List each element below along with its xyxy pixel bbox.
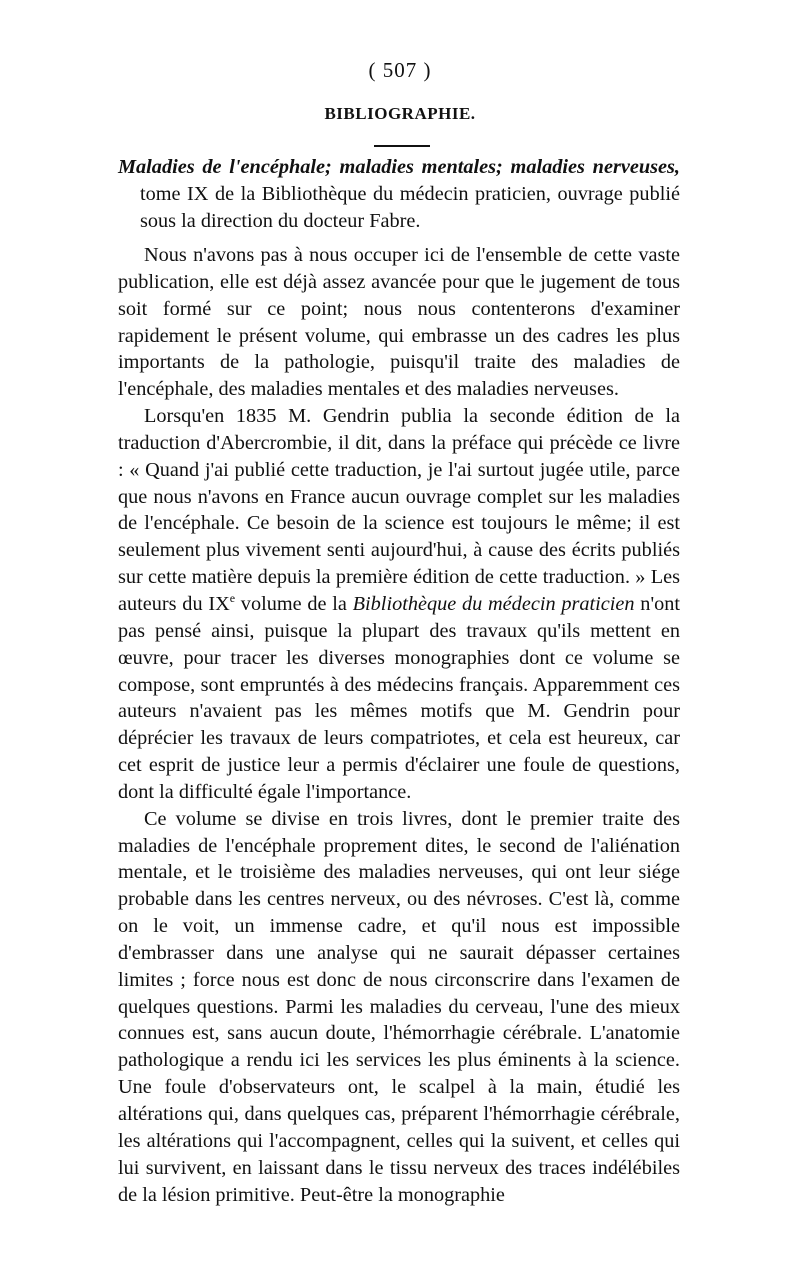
page-number: ( 507 ) <box>368 58 432 82</box>
section-title: BIBLIOGRAPHIE. <box>324 104 476 123</box>
paragraph-3: Ce volume se divise en trois livres, dont le premier traite des maladies de l'encéphale proprement dites, le second de l'aliénation mentale, et le troisième des maladies nerveuses, qui ont leur siége probable dans les centres nerveux, ou des névroses. C'est là, comme on le voit, un immense cadre, et qu'il nous est impossible d'embrasser dans une analyse qui ne saurait dépasser certaines limites ; force nous est donc de nous circonscrire dans l'examen de quelques questions. Parmi les maladies du cerveau, l'une des mieux connues est, sans aucun doute, l'hémorrhagie cérébrale. L'anatomie pathologique a rendu ici les services les plus éminents à la science. Une foule d'observateurs ont, le scalpel à la main, étudié les altérations qui, dans quelques cas, préparent l'hémorrhagie cérébrale, les altérations qui l'accompagnent, celles qui la suivent, et celles qui lui survivent, en laissant dans le tissu nerveux des traces indélébiles de la lésion primitive. Peut-être la monographie <box>118 807 680 1206</box>
paragraph-2-text-c: n'ont pas pensé ainsi, puisque la plupart des travaux qu'ils mettent en œuvre, pour tracer les diverses monographies dont ce volume se compose, sont empruntés à des médecins français. Apparemment ces auteurs n'avaient pas les mêmes motifs que M. Gendrin pour déprécier les travaux de leurs compatriotes, et cela est heureux, car cet esprit de justice leur a permis d'éclairer une foule de questions, dont la difficulté égale l'importance. <box>118 592 681 803</box>
article-body <box>118 242 680 1208</box>
book-title: Bibliothèque du médecin praticien <box>352 592 635 615</box>
paragraph-2 <box>118 403 680 806</box>
paragraph-1: Nous n'avons pas à nous occuper ici de l'ensemble de cette vaste publication, elle est déjà assez avancée pour que le jugement de tous soit formé sur ce point; nous nous contenterons d'examiner rapidement le présent volume, qui embrasse un des cadres les plus importants de la pathologie, puisqu'il traite des maladies de l'encéphale, des maladies mentales et des maladies nerveuses. <box>118 244 680 401</box>
bibliography-entry <box>118 154 680 234</box>
paragraph-2-text-a: Lorsqu'en 1835 M. Gendrin publia la seconde édition de la traduction d'Abercrombie, il dit, dans la préface qui précède ce livre : « Quand j'ai publié cette traduction, je l'ai surtout jugée utile, parce que nous n'avons en France aucun ouvrage complet sur les maladies de l'encéphale. Ce besoin de la science est toujours le même; il est seulement plus vivement senti aujourd'hui, à cause des écrits publiés sur cette matière depuis la première édition de cette traduction. » Les auteurs du IX <box>118 405 680 615</box>
superscript: e <box>229 591 236 606</box>
entry-heading <box>118 154 680 234</box>
title-rule <box>374 145 430 147</box>
entry-description: tome IX de la Bibliothèque du médecin praticien, ouvrage publié sous la direction du docteur Fabre. <box>140 182 680 232</box>
entry-title: Maladies de l'encéphale; maladies mentales; maladies nerveuses, <box>118 156 680 178</box>
paragraph-2-text-b: volume de la <box>235 592 353 615</box>
